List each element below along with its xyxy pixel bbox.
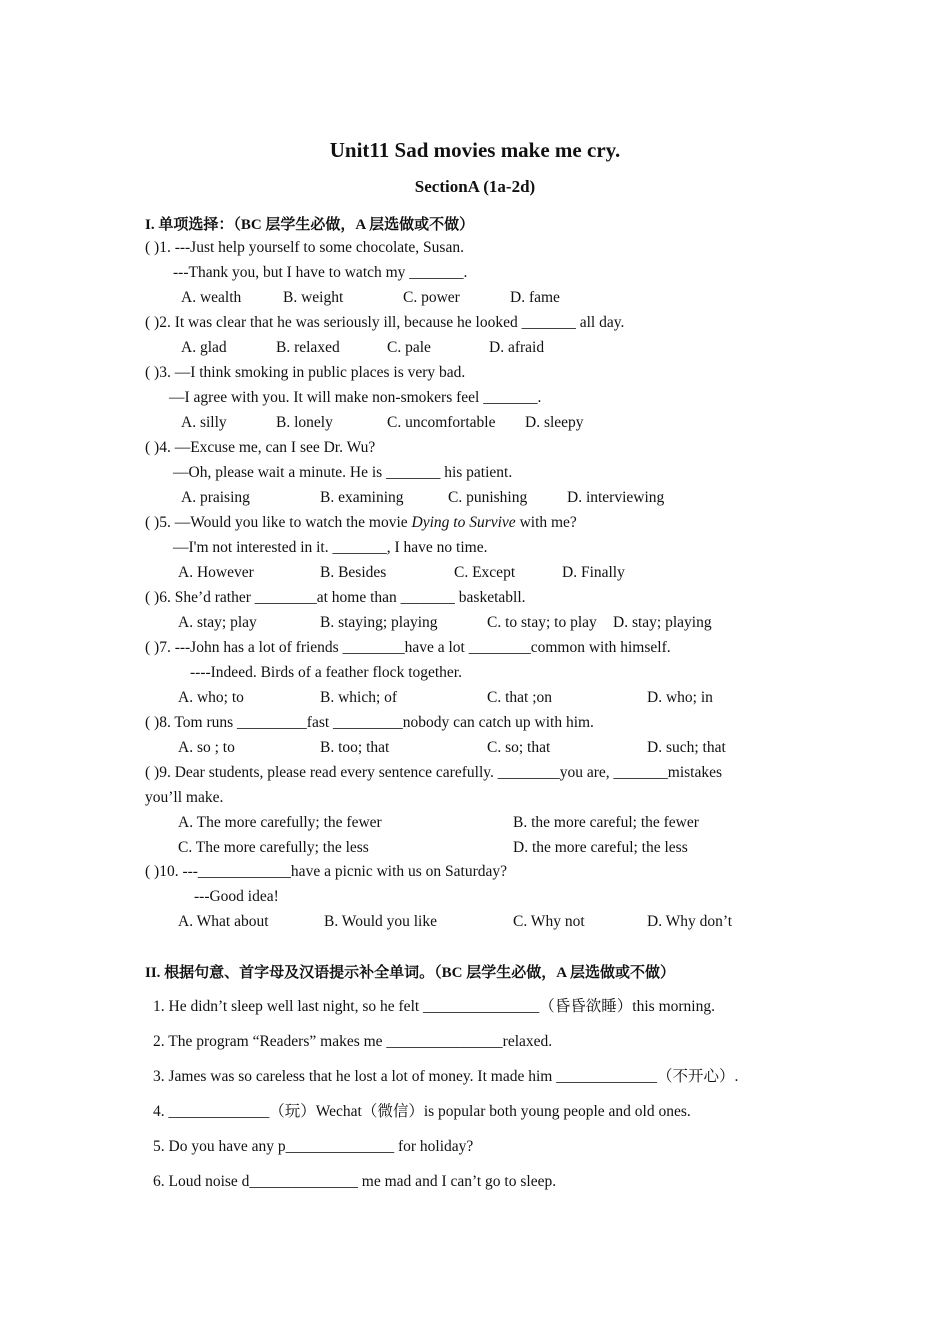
question-2-option-d: D. afraid [489, 339, 545, 356]
question-1-option-d: D. fame [510, 289, 560, 306]
fill-item-3: 3. James was so careless that he lost a lot of money. It made him _____________（不开心）. [153, 1068, 739, 1085]
question-9-option-d: D. the more careful; the less [513, 839, 688, 856]
question-1-option-c: C. power [403, 289, 460, 306]
question-3-option-c: C. uncomfortable [387, 414, 496, 431]
question-2-option-b: B. relaxed [276, 339, 340, 356]
movie-title: Dying to Survive [411, 514, 516, 531]
question-1-option-a: A. wealth [181, 289, 242, 306]
question-10-option-a: A. What about [178, 913, 269, 930]
question-4-option-a: A. praising [181, 489, 250, 506]
question-3-option-d: D. sleepy [525, 414, 584, 431]
question-1-stem: ( )1. ---Just help yourself to some chocolate, Susan. [145, 239, 464, 256]
question-5-line2: —I'm not interested in it. _______, I have no time. [173, 539, 488, 556]
question-6-option-c: C. to stay; to play [487, 614, 597, 631]
question-7-option-d: D. who; in [647, 689, 713, 706]
question-10-option-d: D. Why don’t [647, 913, 733, 930]
question-3-option-b: B. lonely [276, 414, 333, 431]
question-5-stem [145, 513, 577, 533]
question-5-option-c: C. Except [454, 564, 516, 581]
question-9-line2: you’ll make. [145, 789, 224, 806]
question-5-option-a: A. However [178, 564, 254, 581]
fill-item-5: 5. Do you have any p______________ for holiday? [153, 1138, 474, 1155]
question-4-line2: —Oh, please wait a minute. He is _______ his patient. [173, 464, 513, 481]
question-6-stem: ( )6. She’d rather ________at home than _______ basketabll. [145, 589, 526, 606]
question-8-option-d: D. such; that [647, 739, 726, 756]
question-10-option-b: B. Would you like [324, 913, 437, 930]
question-9-stem: ( )9. Dear students, please read every sentence carefully. ________you are, _______mistakes [145, 764, 723, 781]
fill-item-2: 2. The program “Readers” makes me _______________relaxed. [153, 1033, 553, 1050]
question-2-option-c: C. pale [387, 339, 431, 356]
question-4-stem: ( )4. —Excuse me, can I see Dr. Wu? [145, 439, 376, 456]
question-9-option-c: C. The more carefully; the less [178, 839, 369, 856]
question-6-option-b: B. staying; playing [320, 614, 438, 631]
question-10-line2: ---Good idea! [194, 888, 279, 905]
question-9-option-b: B. the more careful; the fewer [513, 814, 699, 831]
question-8-option-c: C. so; that [487, 739, 551, 756]
fill-item-1: 1. He didn’t sleep well last night, so he felt _______________（昏昏欲睡）this morning. [153, 998, 715, 1015]
question-10-option-c: C. Why not [513, 913, 585, 930]
question-8-stem: ( )8. Tom runs _________fast _________nobody can catch up with him. [145, 714, 594, 731]
question-4-option-c: C. punishing [448, 489, 528, 506]
question-5-stem-start: ( )5. —Would you like to watch the movie [145, 514, 412, 531]
question-5-option-b: B. Besides [320, 564, 387, 581]
question-6-option-a: A. stay; play [178, 614, 257, 631]
section-1-heading: I. 单项选择：（BC 层学生必做，A 层选做或不做） [145, 217, 475, 233]
page-subtitle: SectionA (1a-2d) [414, 177, 536, 196]
question-3-option-a: A. silly [181, 414, 227, 431]
page-title: Unit11 Sad movies make me cry. [329, 138, 621, 162]
question-6-option-d: D. stay; playing [613, 614, 712, 631]
question-7-line2: ----Indeed. Birds of a feather flock together. [190, 664, 462, 681]
question-1-option-b: B. weight [283, 289, 344, 306]
question-2-stem: ( )2. It was clear that he was seriously ill, because he looked _______ all day. [145, 314, 625, 331]
question-5-stem-end: with me? [515, 514, 577, 531]
question-7-option-c: C. that ;on [487, 689, 553, 706]
question-3-stem: ( )3. —I think smoking in public places is very bad. [145, 364, 466, 381]
question-8-option-b: B. too; that [320, 739, 390, 756]
question-2-option-a: A. glad [181, 339, 227, 356]
question-1-line2: ---Thank you, but I have to watch my _______. [173, 264, 468, 281]
question-7-option-a: A. who; to [178, 689, 244, 706]
fill-item-4: 4. _____________（玩）Wechat（微信）is popular both young people and old ones. [153, 1103, 691, 1120]
question-9-option-a: A. The more carefully; the fewer [178, 814, 382, 831]
question-4-option-d: D. interviewing [567, 489, 665, 506]
question-7-stem: ( )7. ---John has a lot of friends ________have a lot ________common with himself. [145, 639, 671, 656]
question-10-stem: ( )10. ---____________have a picnic with us on Saturday? [145, 863, 508, 880]
question-5-option-d: D. Finally [562, 564, 625, 581]
question-4-option-b: B. examining [320, 489, 404, 506]
fill-item-6: 6. Loud noise d______________ me mad and I can’t go to sleep. [153, 1173, 557, 1190]
section-2-heading: II. 根据句意、首字母及汉语提示补全单词。（BC 层学生必做，A 层选做或不做） [145, 965, 676, 981]
question-8-option-a: A. so ; to [178, 739, 235, 756]
question-7-option-b: B. which; of [320, 689, 398, 706]
question-3-line2: —I agree with you. It will make non-smokers feel _______. [169, 389, 542, 406]
